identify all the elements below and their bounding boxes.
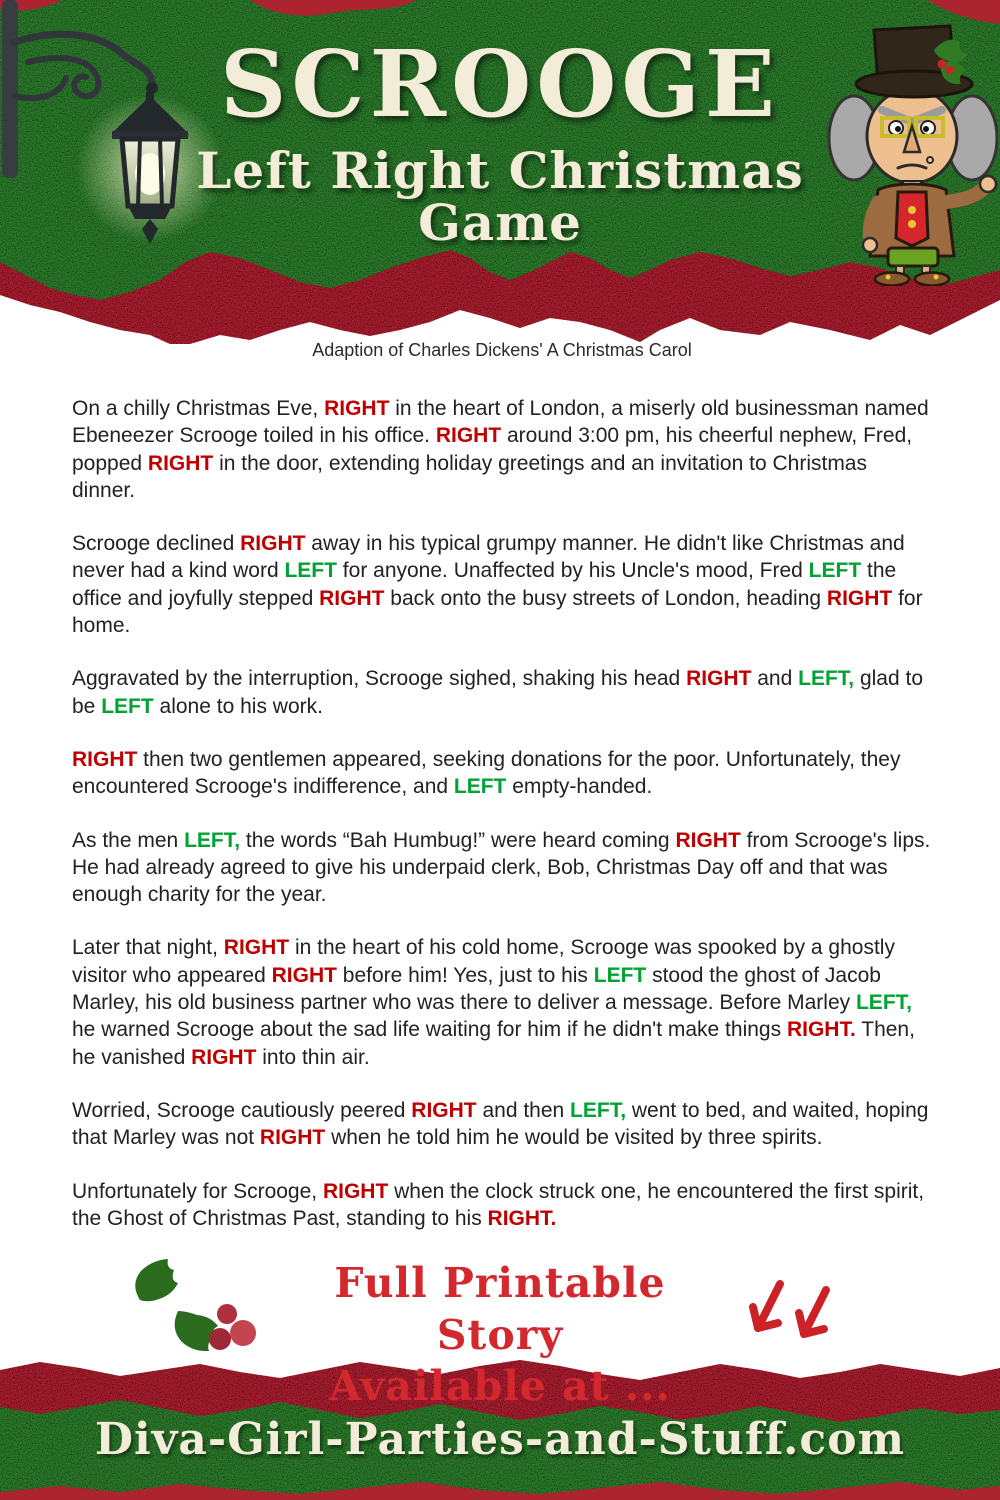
story-paragraph	[72, 395, 932, 504]
scrooge-arm-right	[946, 188, 984, 202]
left-word: LEFT,	[184, 828, 241, 852]
left-word: LEFT	[101, 694, 154, 718]
story-text: the words “Bah Humbug!” were heard coming	[240, 828, 676, 852]
lamp-bracket-curl-2	[14, 78, 66, 98]
left-word: LEFT,	[855, 991, 912, 1015]
story-paragraph	[72, 827, 932, 909]
right-word: RIGHT	[191, 1045, 257, 1069]
holly-berry-3	[209, 1328, 231, 1350]
story-text: As the men	[72, 828, 185, 852]
story-text: for home.	[72, 586, 923, 638]
story-text: from Scrooge's lips. He had already agreed to give his underpaid clerk, Bob, Christmas Day off and that was enough charity for the year.	[72, 828, 931, 907]
story-paragraph	[72, 665, 932, 720]
right-word: RIGHT	[72, 747, 138, 771]
website-url: Diva-Girl-Parties-and-Stuff.com	[94, 1414, 906, 1465]
story-text: for anyone. Unaffected by his Uncle's mood, Fred	[336, 559, 809, 583]
scrooge-shoe-left	[875, 273, 909, 286]
story-text: away in his typical grumpy manner. He didn't like Christmas and never had a kind word	[72, 532, 905, 583]
right-word: RIGHT	[147, 451, 214, 475]
holly-berry	[217, 1304, 237, 1324]
adaption-note: Adaption of Charles Dickens' A Christmas Carol	[312, 340, 692, 360]
scrooge-hand-right	[980, 176, 996, 192]
left-word: LEFT	[808, 559, 862, 583]
story-text: into thin air.	[256, 1045, 370, 1069]
story-paragraphs	[72, 395, 932, 1232]
down-left-arrows-icon	[742, 1276, 857, 1354]
story-text: Later that night,	[72, 936, 224, 960]
story-text: and then	[476, 1098, 571, 1122]
hat-holly-berry-2	[946, 66, 955, 75]
page-subtitle: Left Right Christmas Game	[196, 140, 804, 253]
story-text: the office and joyfully stepped	[72, 559, 897, 610]
story-text: when the clock struck one, he encountered the first spirit, the Ghost of Christmas Past, standing to his	[72, 1179, 925, 1230]
right-word: RIGHT	[435, 424, 502, 448]
story-paragraph	[72, 746, 932, 801]
right-word: RIGHT	[223, 936, 290, 960]
story-paragraph	[72, 1097, 932, 1152]
right-word: RIGHT	[271, 963, 337, 987]
vest-button-2	[908, 220, 916, 228]
right-word: RIGHT.	[786, 1018, 856, 1042]
scrooge-hand-left	[863, 238, 877, 252]
story-text: went to bed, and waited, hoping that Marley was not	[72, 1098, 929, 1150]
story-text: glad to be	[72, 667, 924, 718]
story-text: Scrooge declined	[72, 532, 241, 556]
right-word: RIGHT	[259, 1126, 326, 1150]
story-text: Aggravated by the interruption, Scrooge sighed, shaking his head	[72, 667, 687, 691]
lamp-post	[2, 0, 18, 178]
story-text: then two gentlemen appeared, seeking donations for the poor. Unfortunately, they encountered Scrooge's indifference, and	[72, 747, 901, 799]
right-word: RIGHT.	[487, 1206, 557, 1230]
right-word: RIGHT	[675, 828, 741, 852]
story-paragraph	[72, 530, 932, 639]
story-text: in the heart of London, a miserly old businessman named Ebeneezer Scrooge toiled in his office.	[72, 397, 929, 448]
scrooge-vest	[896, 192, 928, 246]
story-text: in the heart of his cold home, Scrooge was spooked by a ghostly visitor who appeared	[72, 936, 895, 987]
story-content	[72, 340, 932, 1258]
right-word: RIGHT	[411, 1098, 477, 1122]
vest-button	[908, 206, 916, 214]
story-text: Unfortunately for Scrooge,	[72, 1179, 323, 1203]
promo-line-1: Full Printable Story	[334, 1259, 666, 1359]
story-text: On a chilly Christmas Eve,	[72, 397, 325, 420]
story-paragraph	[72, 934, 932, 1070]
right-word: RIGHT	[319, 586, 385, 610]
right-word: RIGHT	[324, 397, 390, 420]
left-word: LEFT	[593, 963, 647, 987]
story-text: empty-handed.	[506, 775, 653, 799]
right-word: RIGHT	[826, 586, 893, 610]
hat-holly-berry	[938, 60, 947, 69]
holly-berry-2	[230, 1320, 256, 1346]
story-text: Then, he vanished	[72, 1018, 915, 1069]
holly-leaf	[135, 1259, 178, 1301]
promo-line-2: Available at ...	[329, 1362, 671, 1411]
right-word: RIGHT	[686, 667, 752, 691]
promo-text	[275, 1258, 725, 1413]
scrooge-shoe-right	[915, 273, 949, 286]
story-text: Worried, Scrooge cautiously peered	[72, 1098, 412, 1122]
story-text: alone to his work.	[153, 694, 323, 718]
scrooge-pupil-left	[895, 126, 901, 132]
story-text: in the door, extending holiday greetings and an invitation to Christmas dinner.	[72, 451, 867, 502]
right-word: RIGHT	[322, 1179, 389, 1203]
scrooge-pupil-right	[923, 126, 929, 132]
page-title: SCROOGE	[219, 30, 781, 138]
story-text: stood the ghost of Jacob Marley, his old business partner who was there to deliver a message. Before Marley	[72, 963, 881, 1015]
shoe-buckle-2	[934, 275, 939, 280]
header-title-block	[140, 30, 860, 253]
left-word: LEFT,	[570, 1098, 627, 1122]
story-text: before him! Yes, just to his	[336, 963, 594, 987]
promo-section	[0, 1252, 1000, 1411]
story-text: back onto the busy streets of London, heading	[384, 586, 827, 610]
scrooge-shorts	[888, 248, 938, 266]
left-word: LEFT	[284, 559, 337, 583]
story-text: when he told him he would be visited by three spirits.	[325, 1126, 823, 1150]
shoe-buckle	[886, 275, 891, 280]
story-text: he warned Scrooge about the sad life waiting for him if he didn't make things	[72, 1018, 787, 1042]
story-paragraph	[72, 1178, 932, 1233]
story-text: around 3:00 pm, his cheerful nephew, Fred, popped	[72, 424, 913, 475]
story-text: and	[751, 667, 799, 691]
holly-berries-icon	[128, 1254, 278, 1359]
left-word: LEFT,	[798, 667, 855, 691]
right-word: RIGHT	[240, 532, 306, 556]
left-word: LEFT	[453, 775, 507, 799]
